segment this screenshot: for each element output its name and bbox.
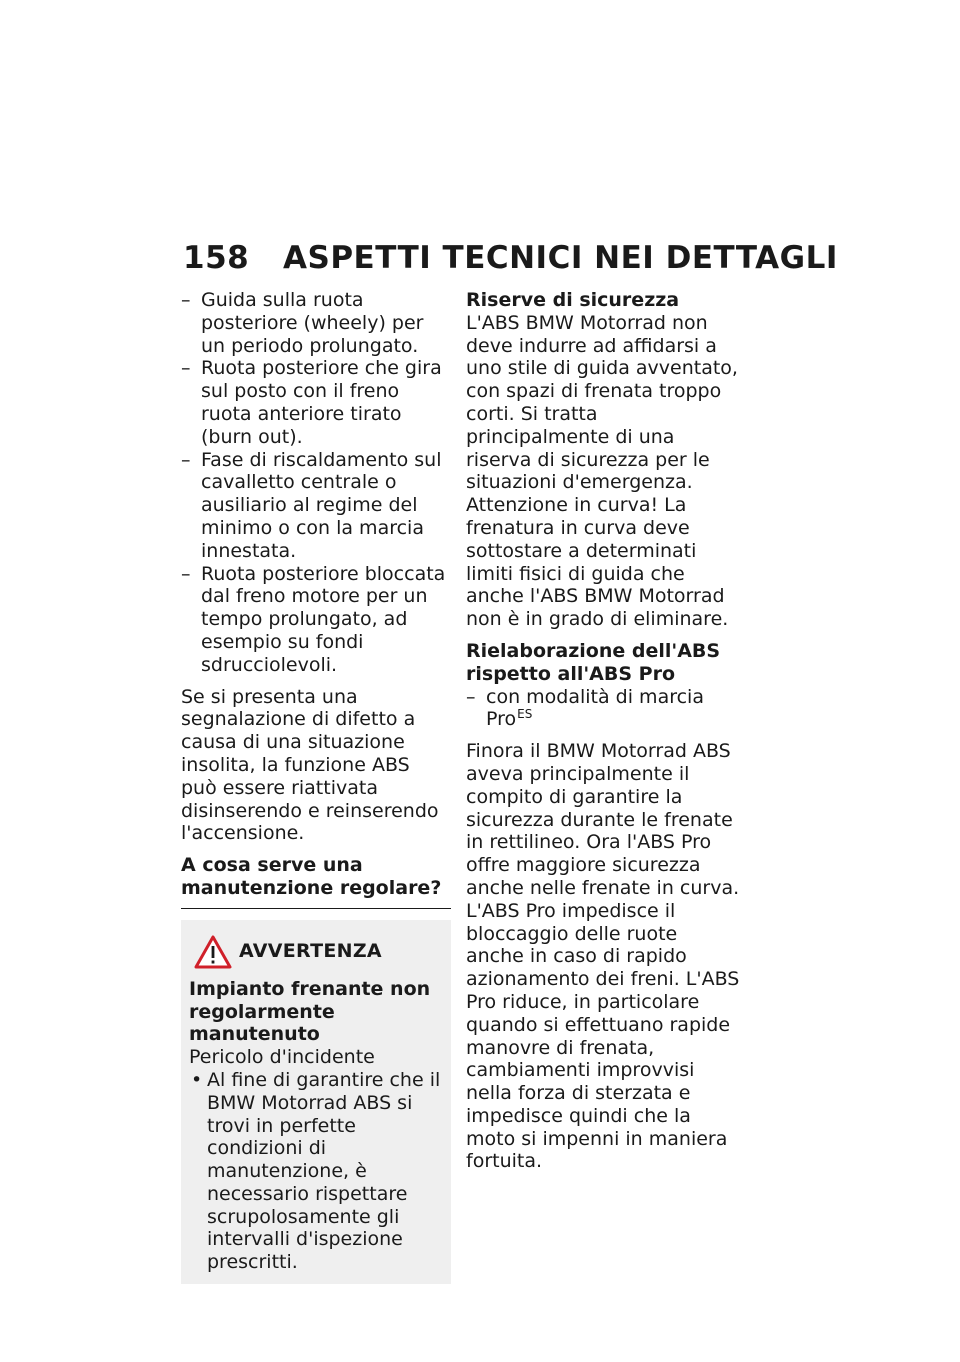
section-divider — [181, 908, 451, 909]
abs-pro-subheading: – con modalità di marcia Pro$^{ES}$ — [466, 686, 740, 732]
list-item: – Fase di riscaldamento sul cavalletto centrale o ausiliario al regime del minimo o con la marcia innestata. — [181, 449, 451, 563]
warning-header — [189, 934, 443, 970]
section-heading-abs-pro: Rielaborazione dell'ABS rispetto all'ABS Pro — [466, 639, 721, 685]
section-heading-maintenance: A cosa serve una manutenzione regolare? — [181, 854, 442, 899]
warning-title: Impianto frenante non regolarmente manutenuto — [189, 977, 431, 1046]
warning-subtitle: Pericolo d'incidente — [189, 1046, 375, 1069]
section-heading-safety-reserves: Riserve di sicurezza — [466, 289, 680, 311]
warning-bullet: • Al fine di garantire che il BMW Motorrad ABS si trovi in perfette condizioni di manutenzione, è necessario rispettare scrupolosamente gli intervalli d'ispezione prescritti. — [189, 1069, 443, 1274]
page-header — [183, 240, 838, 276]
list-item: – Ruota posteriore bloccata dal freno motore per un tempo prolungato, ad esempio su fondi sdrucciolevoli. — [181, 563, 451, 677]
list-item: – Ruota posteriore che gira sul posto con il freno ruota anteriore tirato (burn out). — [181, 357, 451, 448]
abs-reactivation-paragraph: Se si presenta una segnalazione di difetto a causa di una situazione insolita, la funzione ABS può essere riattivata disinserendo e reinserendo l'accensione. — [181, 685, 439, 845]
warning-box — [181, 920, 451, 1284]
list-item: – Guida sulla ruota posteriore (wheely) per un periodo prolungato. — [181, 289, 451, 357]
safety-reserves-paragraph: L'ABS BMW Motorrad non deve indurre ad affidarsi a uno stile di guida avventato, con spazi di frenata troppo corti. Si tratta principalmente di una riserva di sicurezza per le situazioni d'emergenza. Attenzione in curva! La frenatura in curva deve sottostare a determinati limiti fisici di guida che anche l'ABS BMW Motorrad non è in grado di eliminare. — [466, 311, 738, 631]
abs-pro-paragraph: Finora il BMW Motorrad ABS aveva principalmente il compito di garantire la sicurezza durante le frenate in rettilineo. Ora l'ABS Pro offre maggiore sicurezza anche nelle frenate in curva. L'ABS Pro impedisce il bloccaggio delle ruote anche in caso di rapido azionamento dei freni. L'ABS Pro riduce, in particolare quando si effettuano rapide manovre di frenata, cambiamenti improvvisi nella forza di sterzata e impedisce quindi che la moto si impenni in maniera fortuita. — [466, 740, 740, 1173]
page-number: 158 — [183, 240, 250, 276]
chapter-title: ASPETTI TECNICI NEI DETTAGLI — [283, 240, 838, 276]
es-superscript: ES — [517, 707, 533, 722]
left-column — [181, 289, 451, 1284]
warning-triangle-icon — [193, 934, 233, 970]
right-column — [466, 289, 740, 1173]
warning-label: AVVERTENZA — [239, 940, 382, 963]
